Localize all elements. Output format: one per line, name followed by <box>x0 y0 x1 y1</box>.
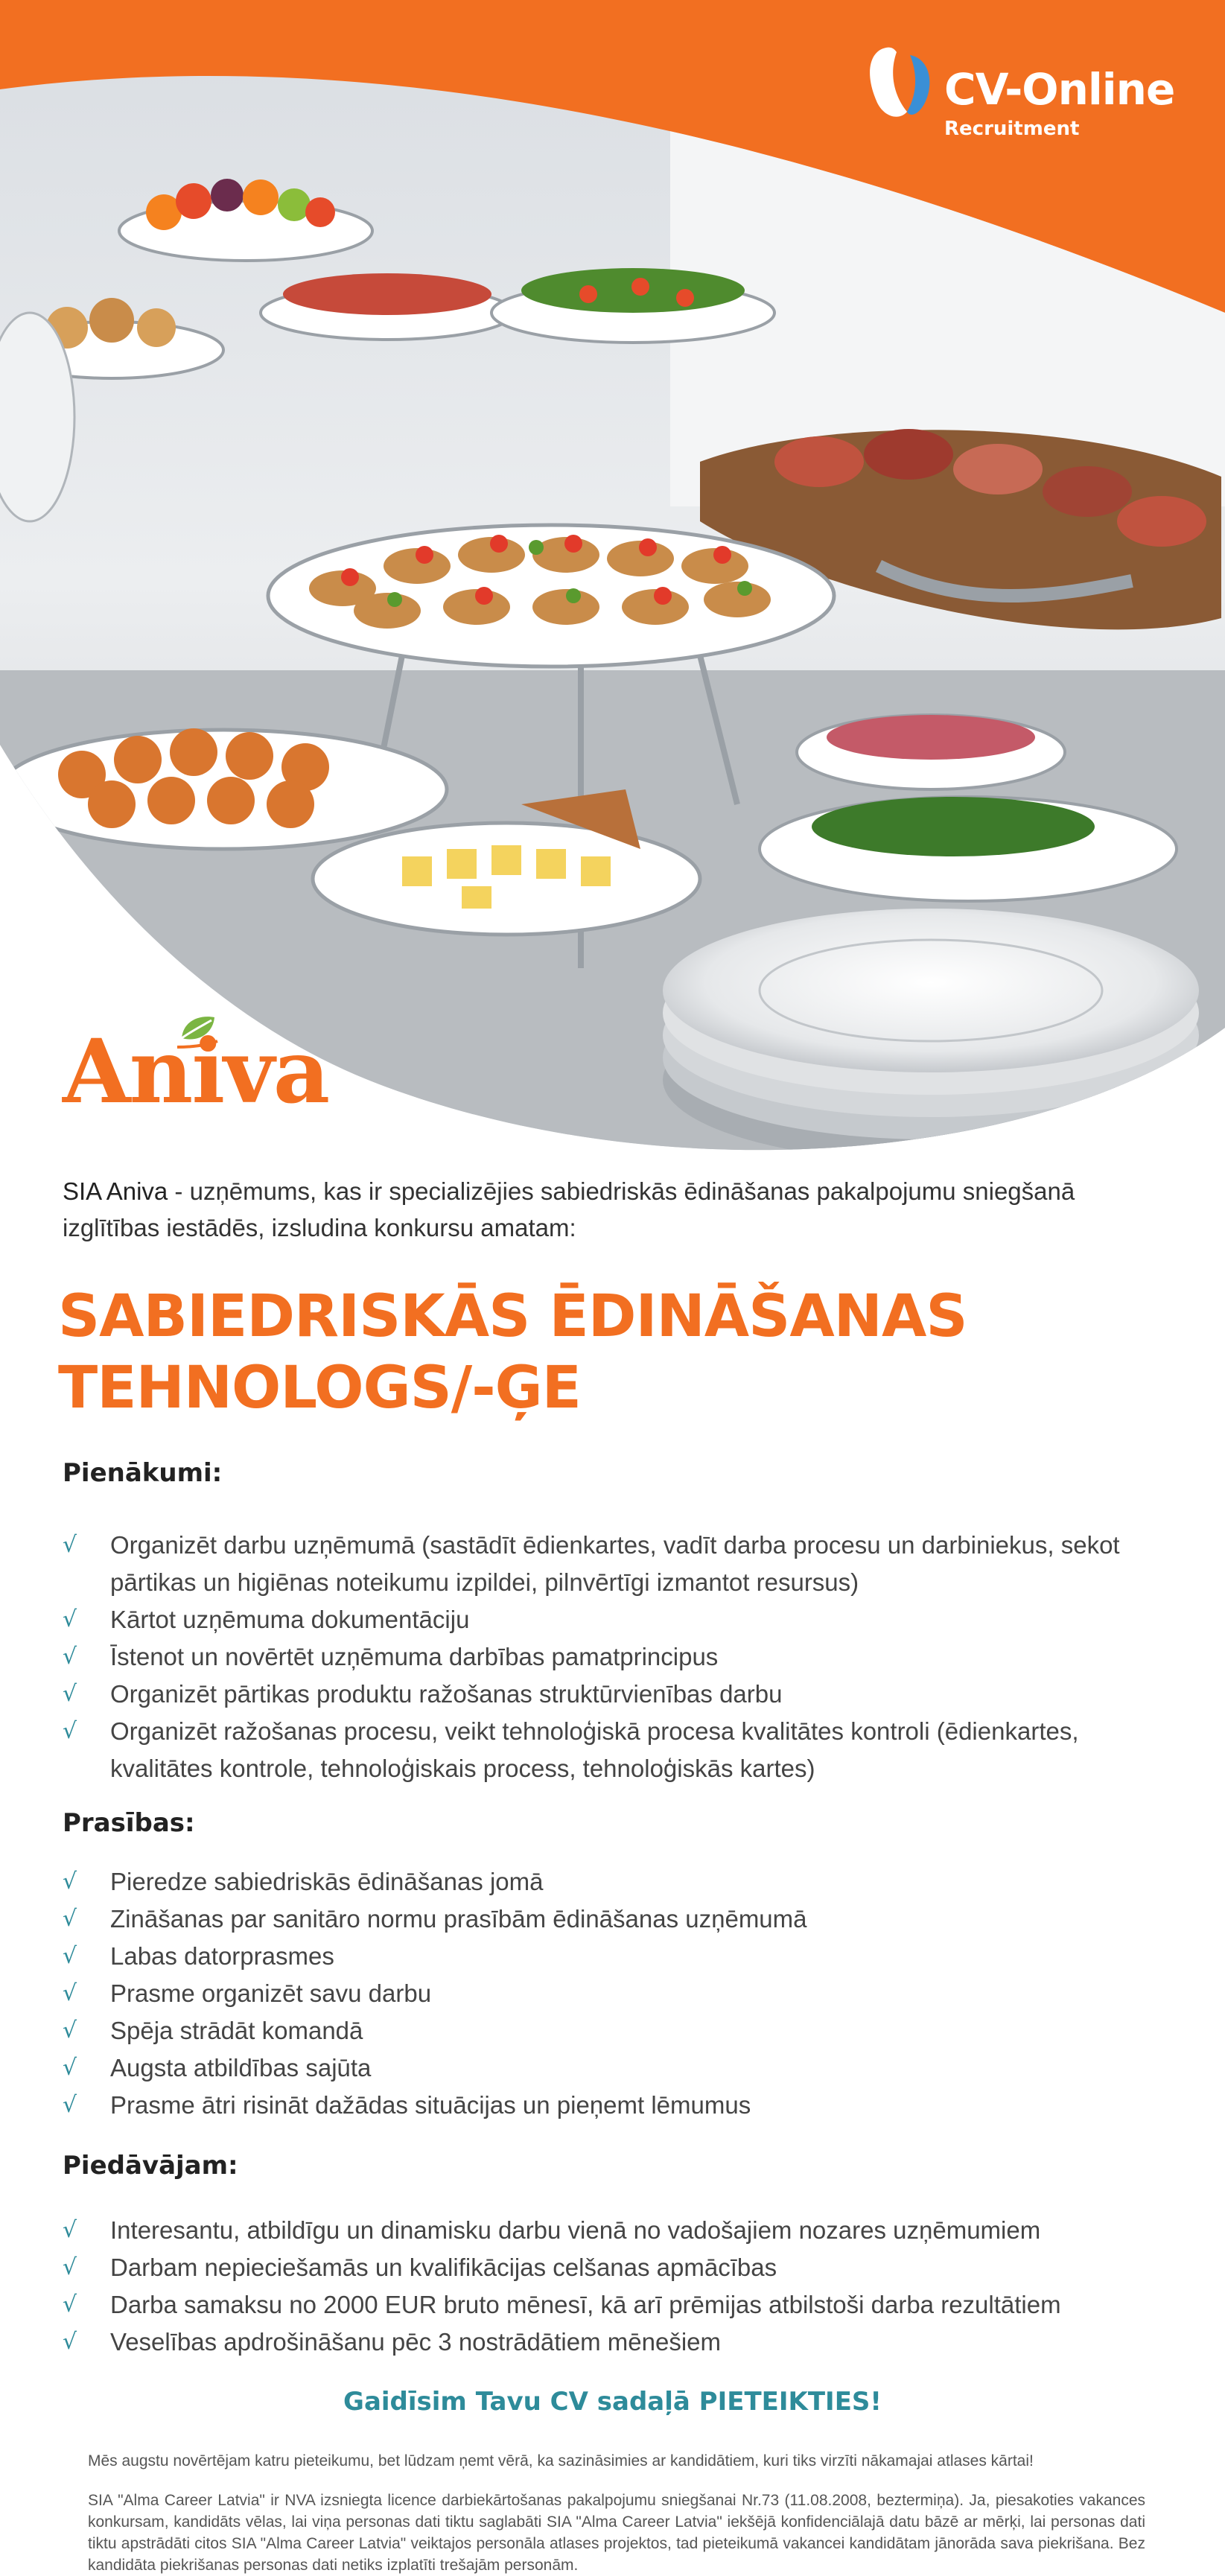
footer-note: Mēs augstu novērtējam katru pieteikumu, bet lūdzam ņemt vērā, ka sazināsimies ar kandidātiem, kuri tiks virzīti nākamajai atlases kārtai! <box>88 2452 1034 2470</box>
buffet-photo <box>0 0 1225 1162</box>
cv-online-sub: Recruitment <box>944 118 1080 140</box>
list-item: √ Augsta atbildības sajūta <box>63 2049 1180 2087</box>
aniva-logo-text: Aniva <box>63 1020 329 1123</box>
list-item: √ Pieredze sabiedriskās ēdināšanas jomā <box>63 1863 1180 1901</box>
list-item: √ Īstenot un novērtēt uzņēmuma darbības pamatprincipus <box>63 1638 1180 1676</box>
check-icon: √ <box>63 1943 77 1969</box>
list-item: √ Darbam nepieciešamās un kvalifikācijas celšanas apmācības <box>63 2249 1180 2286</box>
check-icon: √ <box>63 1980 77 2006</box>
list-item: √ Darba samaksu no 2000 EUR bruto mēnesī, kā arī prēmijas atbilstoši darba rezultātiem <box>63 2286 1180 2324</box>
check-icon: √ <box>63 1606 77 1632</box>
company-name: SIA Aniva <box>63 1177 168 1205</box>
footer-legal: SIA "Alma Career Latvia" ir NVA izsniegta licence darbiekārtošanas pakalpojumu sniegšanai Nr.73 (11.08.2008, beztermiņa). Ja, piesakoties vakances konkursam, kandidāts vēlas, lai viņa personas dati tiktu saglabāti SIA "Alma Career Latvia" iekšējā konfidenciālajā datu bāzē ar mērķi, lai personas dati tiktu apstrādāti citos SIA "Alma Career Latvia" veiktajos personāla atlases projektos, tad pieteikumā vakancei kandidātam jānorāda sava piekrišana. Bez kandidāta piekrišanas personas dati netiks izplatīti trešajām personām. <box>88 2492 1145 2574</box>
list-item: √ Veselības apdrošināšanu pēc 3 nostrādātiem mēnešiem <box>63 2324 1180 2361</box>
check-icon: √ <box>63 2017 77 2044</box>
list-item: √ Organizēt pārtikas produktu ražošanas struktūrvienības darbu <box>63 1676 1180 1713</box>
check-icon: √ <box>63 1906 77 1932</box>
check-icon: √ <box>63 2055 77 2081</box>
check-icon: √ <box>63 1644 77 1670</box>
list-item: √ Interesantu, atbildīgu un dinamisku darbu vienā no vadošajiem nozares uzņēmumiem <box>63 2212 1180 2249</box>
job-title <box>58 1281 1175 1424</box>
check-icon: √ <box>63 1718 77 1744</box>
cv-online-logo-icon <box>864 43 938 125</box>
duties-heading: Pienākumi: <box>63 1458 223 1488</box>
intro-text: - uzņēmums, kas ir specializējies sabiedriskās ēdināšanas pakalpojumu sniegšanā izglītības iestādēs, izsludina konkursu amatam: <box>63 1177 1075 1241</box>
list-item: √ Kārtot uzņēmuma dokumentāciju <box>63 1601 1180 1638</box>
check-icon: √ <box>63 1532 77 1558</box>
check-icon: √ <box>63 2092 77 2118</box>
list-item: √ Organizēt darbu uzņēmumā (sastādīt ēdienkartes, vadīt darba procesu un darbiniekus, sekot pārtikas un higiēnas noteikumu izpildei, pilnvērtīgi izmantot resursus) <box>63 1527 1180 1601</box>
list-item: √ Prasme ātri risināt dažādas situācijas un pieņemt lēmumus <box>63 2087 1180 2124</box>
requirements-list <box>63 1863 1180 2124</box>
check-icon: √ <box>63 2254 77 2280</box>
check-icon: √ <box>63 1869 77 1895</box>
offer-list <box>63 2212 1180 2361</box>
hero-banner <box>0 0 1225 1162</box>
intro-paragraph <box>63 1173 1165 1246</box>
list-item: √ Labas datorprasmes <box>63 1938 1180 1975</box>
apply-call-to-action: Gaidīsim Tavu CV sadaļā PIETEIKTIES! <box>343 2387 882 2417</box>
requirements-heading: Prasības: <box>63 1808 195 1838</box>
list-item: √ Organizēt ražošanas procesu, veikt tehnoloģiskā procesa kvalitātes kontroli (ēdienkartes, kvalitātes kontrole, tehnoloģiskais process, tehnoloģiskās kartes) <box>63 1713 1180 1787</box>
list-item: √ Zināšanas par sanitāro normu prasībām ēdināšanas uzņēmumā <box>63 1901 1180 1938</box>
check-icon: √ <box>63 2292 77 2318</box>
cv-online-logo <box>864 43 1191 147</box>
duties-list <box>63 1527 1180 1787</box>
offer-heading: Piedāvājam: <box>63 2151 238 2181</box>
list-item: √ Spēja strādāt komandā <box>63 2012 1180 2049</box>
check-icon: √ <box>63 2329 77 2355</box>
job-title-line-1: SABIEDRISKĀS ĒDINĀŠANAS <box>58 1283 967 1350</box>
check-icon: √ <box>63 1681 77 1707</box>
aniva-logo <box>60 1013 343 1132</box>
cv-online-name: CV-Online <box>944 64 1175 115</box>
check-icon: √ <box>63 2217 77 2243</box>
job-title-line-2: TEHNOLOGS/-ĢE <box>58 1355 581 1422</box>
list-item: √ Prasme organizēt savu darbu <box>63 1975 1180 2012</box>
